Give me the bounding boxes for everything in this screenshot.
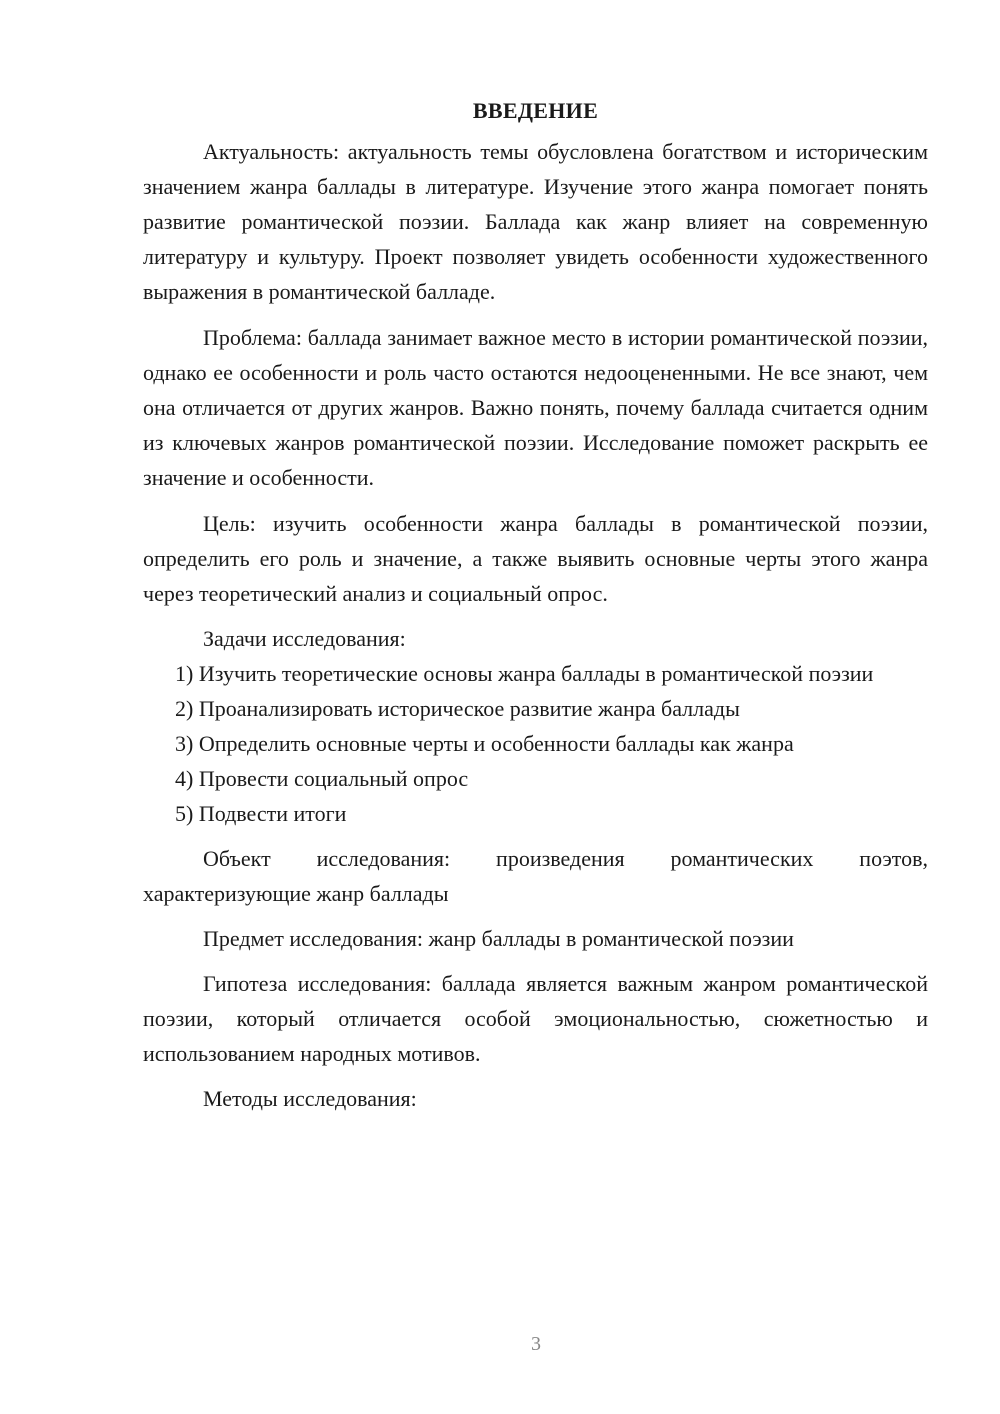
paragraph-methods-title: Методы исследования: [203,1086,417,1111]
list-item: 4) Провести социальный опрос [175,766,469,791]
paragraph-hypothesis: Гипотеза исследования: баллада является важным жанром романтической поэзии, который отличается особой эмоциональностью, сюжетностью и использованием народных мотивов. [143,971,928,1066]
list-item: 1) Изучить теоретические основы жанра баллады в романтической поэзии [175,661,874,686]
tasks-list [143,656,928,831]
list-item: 3) Определить основные черты и особенности баллады как жанра [175,731,794,756]
list-item: 2) Проанализировать историческое развитие жанра баллады [175,696,740,721]
page-content [143,96,928,1116]
paragraph-goal: Цель: изучить особенности жанра баллады в романтической поэзии, определить его роль и значение, а также выявить основные черты этого жанра через теоретический анализ и социальный опрос. [143,511,928,606]
paragraph-object: Объект исследования: произведения романтических поэтов, характеризующие жанр баллады [143,846,928,906]
page-number: 3 [531,1333,541,1355]
section-heading: ВВЕДЕНИЕ [472,98,599,123]
list-item: 5) Подвести итоги [175,801,347,826]
paragraph-problem: Проблема: баллада занимает важное место в истории романтической поэзии, однако ее особенности и роль часто остаются недооцененными. Не все знают, чем она отличается от других жанров. Важно понять, почему баллада считается одним из ключевых жанров романтической поэзии. Исследование поможет раскрыть ее значение и особенности. [143,325,928,490]
paragraph-tasks-title: Задачи исследования: [203,626,406,651]
paragraph-relevance: Актуальность: актуальность темы обусловлена богатством и историческим значением жанра баллады в литературе. Изучение этого жанра помогает понять развитие романтической поэзии. Баллада как жанр влияет на современную литературу и культуру. Проект позволяет увидеть особенности художественного выражения в романтической балладе. [143,139,928,304]
paragraph-subject: Предмет исследования: жанр баллады в романтической поэзии [203,926,794,951]
